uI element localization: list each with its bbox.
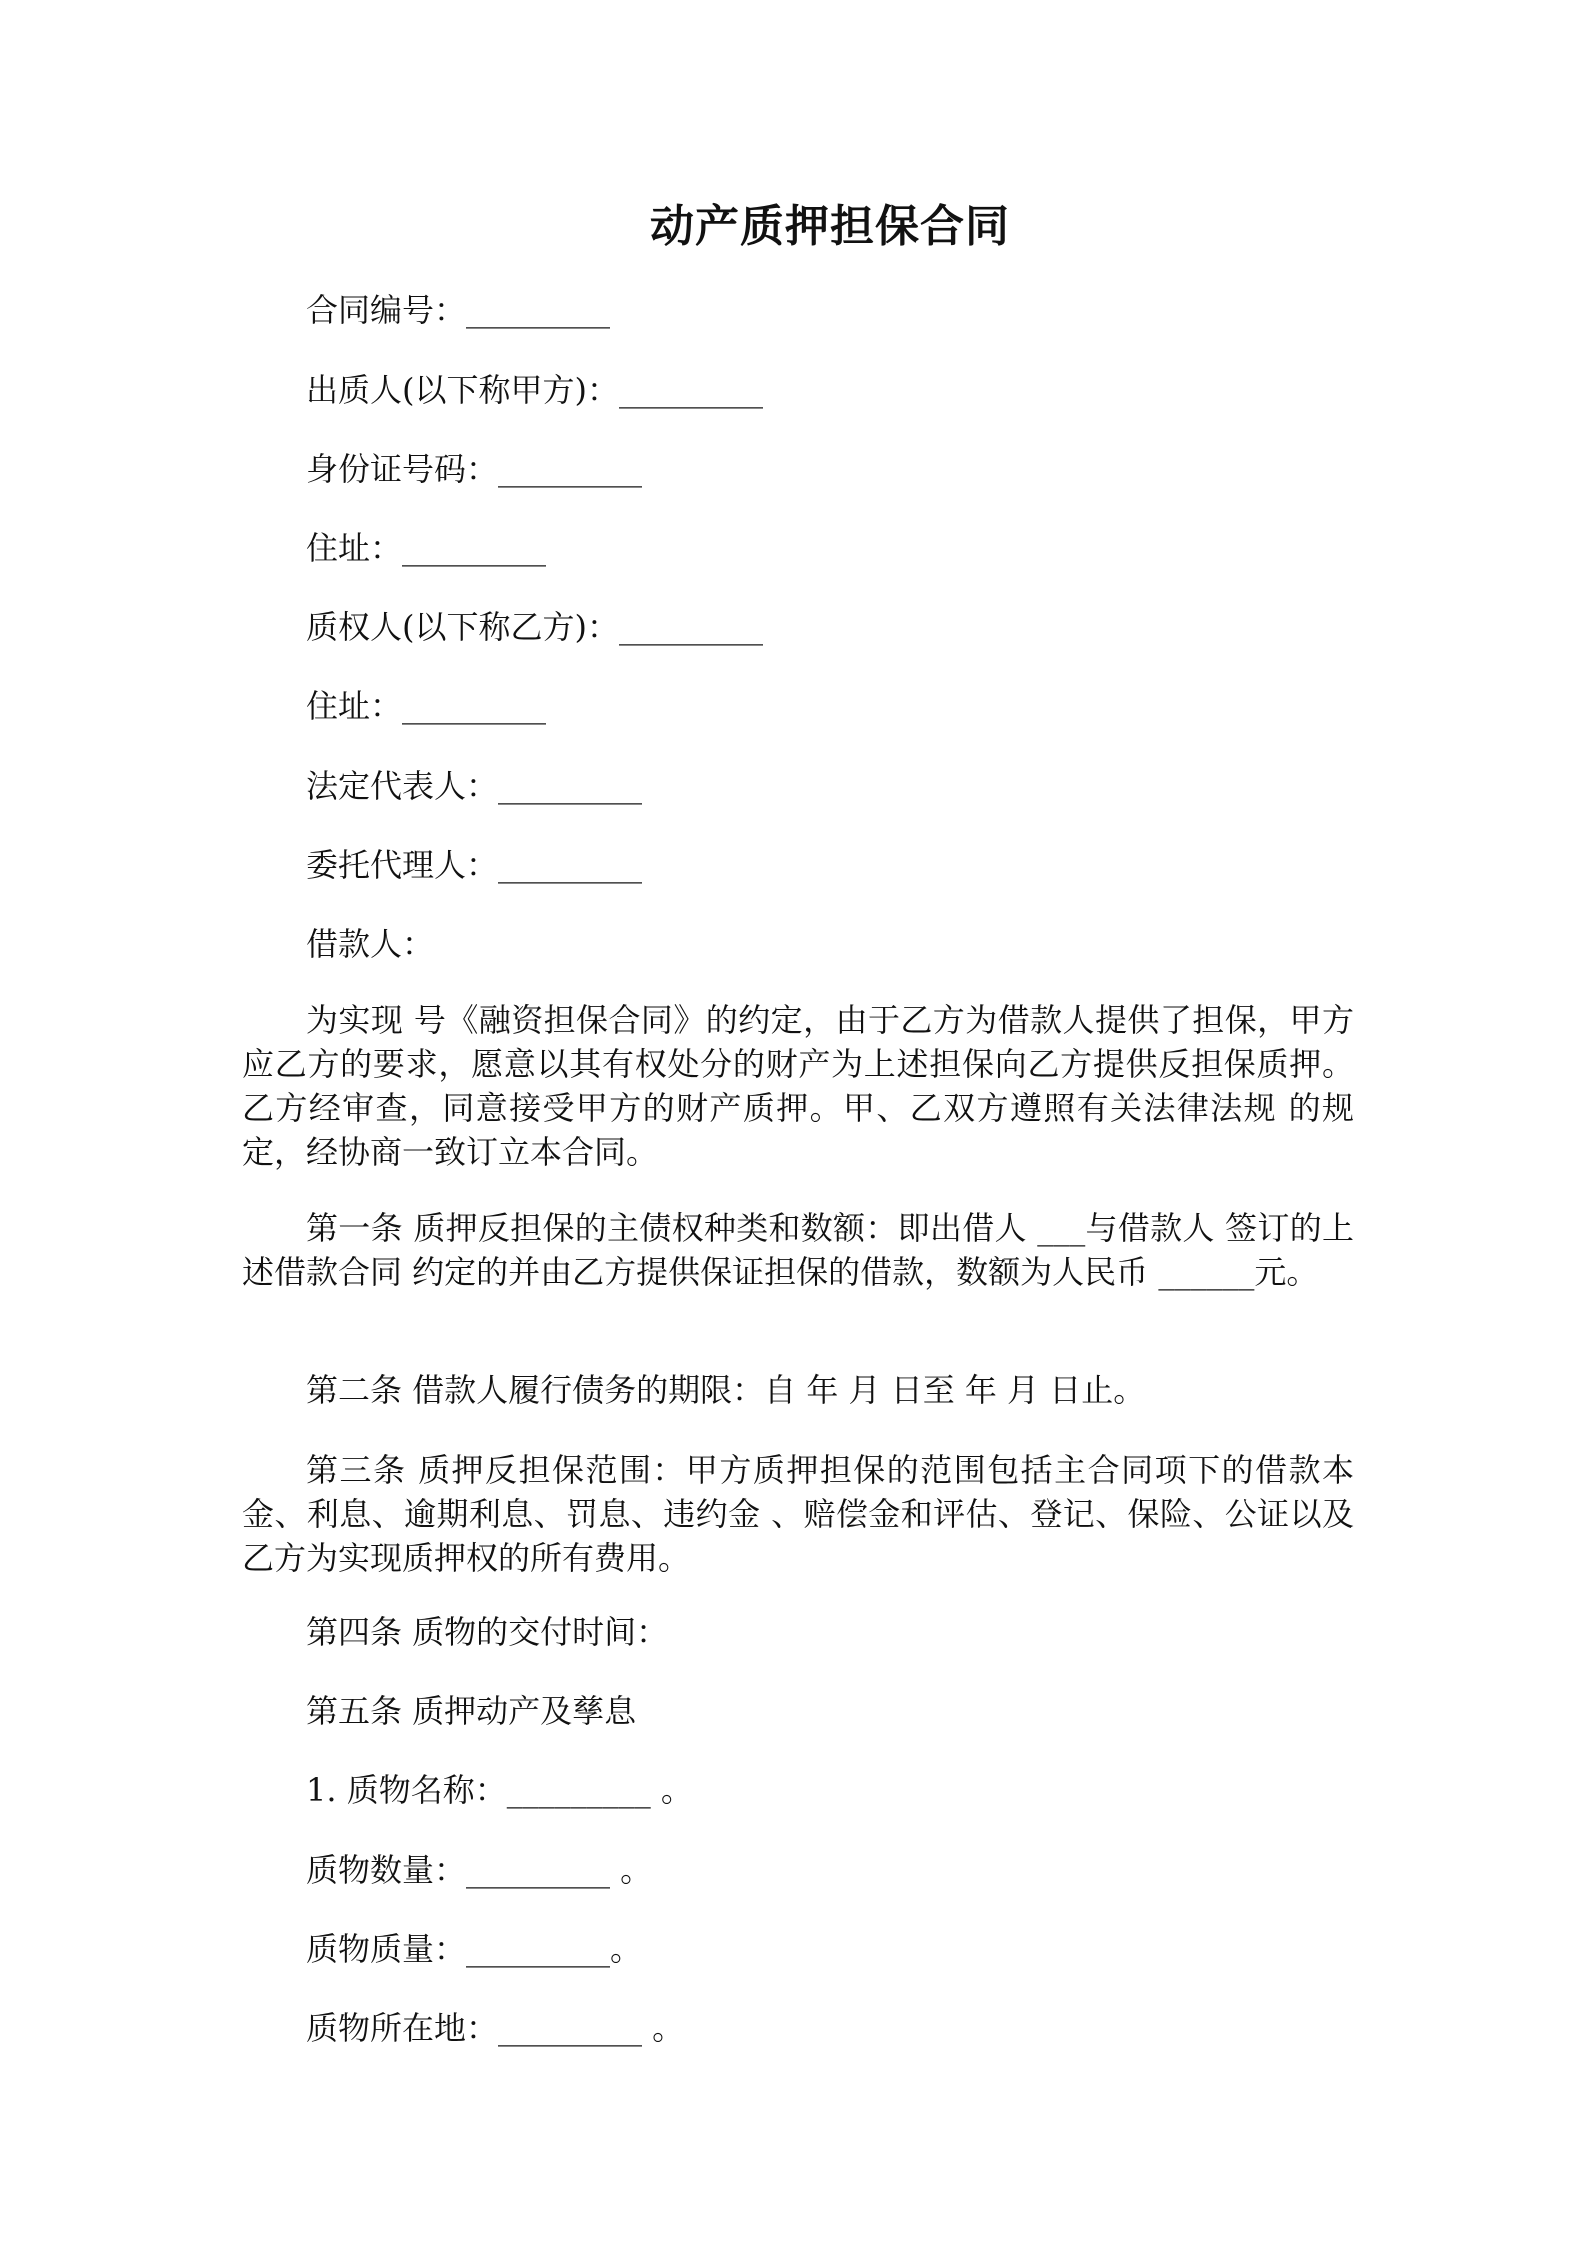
document-title: 动产质押担保合同 [650, 201, 1010, 252]
article-4-heading: 第四条 质物的交付时间： [306, 1613, 669, 1651]
preamble-paragraph: 为实现 号《融资担保合同》的约定，由于乙方为借款人提供了担保，甲方应乙方的要求，愿意以其有权处分的财产为上述担保向乙方提供反担保质押。乙方经审查，同意接受甲方的财产质押。甲、乙双方遵照有关法律法规 的规定，经协商一致订立本合同。 [242, 1001, 1354, 1171]
pledgor-field: 出质人(以下称甲方)：_________ [306, 371, 763, 409]
article-1-paragraph: 第一条 质押反担保的主债权种类和数额：即出借人 ___与借款人 签订的上述借款合同 约定的并由乙方提供保证担保的借款，数额为人民币 ______元。 [242, 1209, 1354, 1291]
authorized-agent-field: 委托代理人：_________ [306, 846, 643, 884]
item-pledge-quality: 质物质量：_________。 [306, 1930, 643, 1968]
pledgee-field: 质权人(以下称乙方)：_________ [306, 608, 763, 646]
pledgor-address-field: 住址：_________ [306, 529, 547, 567]
item-pledge-location: 质物所在地：_________ 。 [306, 2009, 685, 2047]
item-pledge-quantity: 质物数量：_________ 。 [306, 1851, 653, 1889]
id-number-field: 身份证号码：_________ [306, 450, 643, 488]
borrower-field: 借款人： [306, 925, 435, 963]
contract-number-field: 合同编号：_________ [306, 291, 611, 329]
article-5-heading: 第五条 质押动产及孳息 [306, 1692, 637, 1730]
item-pledge-name: 1. 质物名称：_________ 。 [306, 1771, 693, 1809]
article-3-paragraph: 第三条 质押反担保范围：甲方质押担保的范围包括主合同项下的借款本金、利息、逾期利息、罚息、违约金 、赔偿金和评估、登记、保险、公证以及乙方为实现质押权的所有费用。 [242, 1451, 1354, 1577]
pledgee-address-field: 住址：_________ [306, 687, 547, 725]
legal-representative-field: 法定代表人：_________ [306, 767, 643, 805]
article-2-paragraph: 第二条 借款人履行债务的期限：自 年 月 日至 年 月 日止。 [306, 1371, 1146, 1409]
